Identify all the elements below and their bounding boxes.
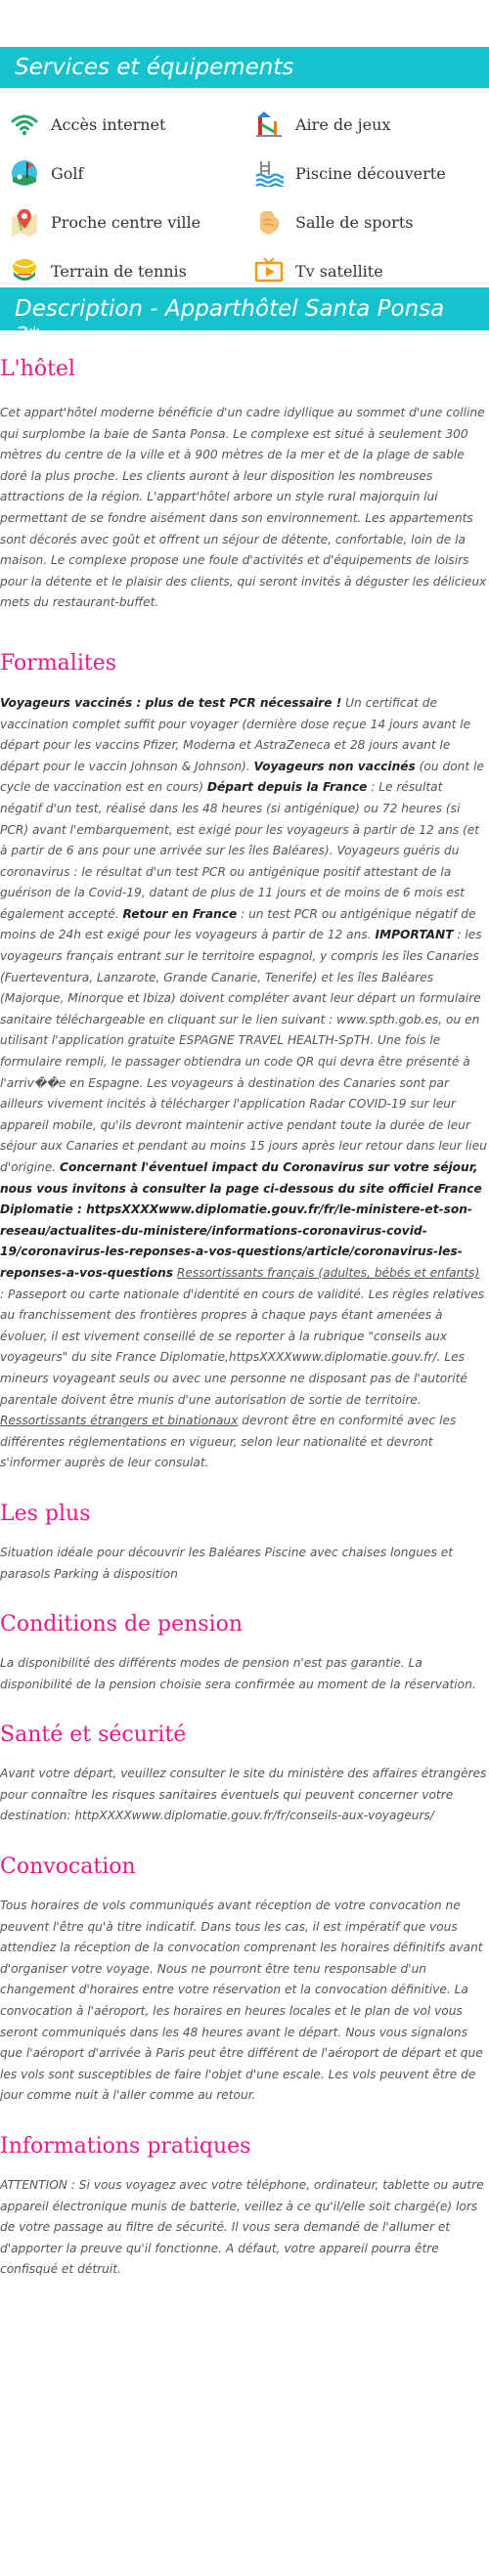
foreign-nationals-link: Ressortissants étrangers et binationaux (0, 1414, 239, 1428)
amenity-label: Golf (51, 163, 84, 183)
tennis-icon (10, 256, 39, 285)
amenities-grid (0, 88, 489, 281)
amenity-label: Salle de sports (295, 212, 414, 232)
description-title: Description - Apparthôtel Santa Ponsa 3* (15, 296, 445, 349)
map-pin-icon (10, 207, 39, 237)
amenity-city-center (10, 205, 254, 239)
unvaccinated-travelers-note: Voyageurs non vaccinés (253, 759, 416, 773)
services-banner (0, 47, 489, 88)
coronavirus-impact-note: Concernant l'éventuel impact du Coronavirus sur votre séjour, nous vous invitons à consulter la page ci-dessous du site officiel France Diplomatie : httpsXXXXwww.diplomatie.gouv.fr/fr/le-ministere-et-son-reseau/actualites-du-ministere/informations-coronavirus-covid-19/coronavirus-les-reponses-a-vos-questions/article/coronavirus-les-reponses-a-vos-questions (0, 1160, 482, 1280)
amenity-label: Aire de jeux (295, 114, 391, 134)
tv-icon (254, 256, 284, 285)
pension-text: La disponibilité des différents modes de pension n'est pas garantie. La disponibilité de la pension choisie sera confirmée au moment de la réservation. (0, 1656, 476, 1691)
amenity-golf (10, 156, 254, 190)
amenity-gym (254, 205, 489, 239)
amenity-pool (254, 156, 489, 190)
hotel-text: Cet appart'hôtel moderne bénéficie d'un cadre idyllique au sommet d'une colline qui surplombe la baie de Santa Ponsa. Le complexe est situé à seulement 300 mètres du centre de la ville et à 900 mètres de la mer et de la plage de sable doré la plus proche. Les clients auront à leur disposition les nombreuses attractions de la région. L'appart'hôtel arbore un style rural majorquin lui permettant de se fondre aisément dans son environnement. Les appartements sont décorés avec goût et offrent un séjour de détente, confortable, loin de la maison. Le complexe propose une foule d'activités et d'équipements de loisirs pour la détente et le plaisir des clients, qui seront invités à déguster les délicieux mets du restaurant-buffet. (0, 406, 487, 610)
plus-section (0, 1502, 489, 1585)
return-france-note: Retour en France (122, 906, 238, 921)
formalites-section (0, 651, 489, 1474)
amenity-label: Terrain de tennis (51, 261, 187, 281)
description-banner (0, 287, 489, 349)
amenity-label: Tv satellite (295, 261, 383, 281)
pension-heading: Conditions de pension (0, 1612, 244, 1637)
vaccinated-travelers-note: Voyageurs vaccinés : plus de test PCR nécessaire ! (0, 695, 342, 710)
important-note: IMPORTANT (375, 928, 454, 942)
plus-heading: Les plus (0, 1501, 91, 1526)
formalites-text: Voyageurs vaccinés : plus de test PCR nécessaire ! Un certificat de vaccination complet suffit pour voyager (dernière dose reçue 14 jours avant le départ pour les vaccins Pfizer, Moderna et AstraZeneca et 28 jours avant le départ pour le vaccin Johnson & Johnson). Voyageurs non vaccinés (ou dont le cycle de vaccination est en cours) Départ depuis la France : Le résultat négatif d'un test, réalisé dans les 48 heures (si antigénique) ou 72 heures (si PCR) avant l'embarquement, est exigé pour les voyageurs à partir de 12 ans (et à partir de 6 ans pour une arrivée sur les îles Baléares). Voyageurs guéris du coronavirus : le résultat d'un test PCR ou antigénique positif attestant de la guérison de la Covid-19, datant de plus de 11 jours et de moins de 6 mois est également accepté. Retour en France : un test PCR ou antigénique négatif de moins de 24h est exigé pour les voyageurs à partir de 12 ans. IMPORTANT : les voyageurs français entrant sur le territoire espagnol, y compris les îles Canaries (Fuerteventura, Lanzarote, Grande Canarie, Tenerife) et les îles Baléares (Majorque, Minorque et Ibiza) doivent compléter avant leur départ un formulaire sanitaire téléchargeable en cliquant sur le lien suivant : www.spth.gob.es, ou en utilisant l'application gratuite ESPAGNE TRAVEL HEALTH-SpTH. Une fois le formulaire rempli, le passager obtiendra un code QR qui devra être présenté à l'arriv��e en Espagne. Les voyageurs à destination des Canaries sont par ailleurs vivement incités à télécharger l'application Radar COVID-19 sur leur appareil mobile, qu'ils devront maintenir active pendant toute la durée de leur séjour aux Canaries et pendant au moins 15 jours après leur retour dans leur lieu d'origine. Concernant l'éventuel impact du Coronavirus sur votre séjour, nous vous invitons à consulter la page ci-dessous du site officiel France Diplomatie : httpsXXXXwww.diplomatie.gouv.fr/fr/le-ministere-et-son-reseau/actualites-du-ministere/informations-coronavirus-covid-19/coronavirus-les-reponses-a-vos-questions/article/coronavirus-les-reponses-a-vos-questions Ressortissants français (adultes, bébés et enfants) : Passeport ou carte nationale d'identité en cours de validité. Les règles relatives au franchissement des frontières propres à chaque pays étant amenées à évoluer, il est vivement conseillé de se reporter à la rubrique "conseils aux voyageurs" du site France Diplomatie,httpsXXXXwww.diplomatie.gouv.fr/. Les mineurs voyageant seuls ou avec une personne ne disposant pas de l'autorité parentale doivent être munis d'une autorisation de sortie de territoire. Ressortissants étrangers et binationaux devront être en conformité avec les différentes réglementations en vigueur, selon leur nationalité et devront s'informer auprès de leur consulat. (0, 695, 487, 1470)
gym-icon (254, 207, 284, 237)
pension-section (0, 1612, 489, 1695)
amenity-playground (254, 108, 489, 141)
convocation-heading: Convocation (0, 1855, 136, 1880)
amenity-tennis (10, 254, 254, 287)
amenity-tv (254, 254, 489, 287)
amenity-label: Proche centre ville (51, 212, 201, 232)
plus-text: Situation idéale pour découvrir les Baléares Piscine avec chaises longues et parasols Parking à disposition (0, 1545, 453, 1581)
formalites-heading: Formalites (0, 650, 117, 676)
pool-icon (254, 158, 284, 188)
services-title: Services et équipements (15, 55, 294, 80)
hotel-section (0, 357, 489, 614)
departure-france-note: Départ depuis la France (206, 780, 368, 795)
golf-icon (10, 158, 39, 188)
infos-text: ATTENTION : Si vous voyagez avec votre téléphone, ordinateur, tablette ou autre appareil électronique munis de batterie, veillez à ce qu'il/elle soit chargé(e) lors de votre passage au filtre de sécurité. Il vous sera demandé de l'allumer et d'apporter la preuve qu'il fonctionne. A défaut, votre appareil pourra être confisqué et détruit. (0, 2178, 484, 2277)
french-nationals-link: Ressortissants français (adultes, bébés et enfants) (176, 1265, 480, 1280)
hotel-heading: L'hôtel (0, 357, 75, 381)
convocation-text: Tous horaires de vols communiqués avant réception de votre convocation ne peuvent l'être qu'à titre indicatif. Dans tous les cas, il est impératif que vous attendiez la réception de la convocation comprenant les horaires définitifs avant d'organiser votre voyage. Nous ne pourront être tenu responsable d'un changement d'horaires entre votre réservation et la convocation définitive. La convocation à l'aéroport, les horaires en heures locales et le plan de vol vous seront communiqués dans les 48 heures avant le départ. Nous vous signalons que l'aéroport d'arrivée à Paris peut être différent de l'aéroport de départ et que les vols sont susceptibles de faire l'objet d'une escale. Les vols peuvent être de jour comme nuit à l'aller comme au retour. (0, 1899, 483, 2103)
wifi-icon (10, 109, 39, 139)
amenity-label: Piscine découverte (295, 163, 446, 183)
sante-section (0, 1723, 489, 1827)
infos-heading: Informations pratiques (0, 2134, 251, 2159)
playground-icon (254, 109, 284, 139)
sante-text: Avant votre départ, veuillez consulter le site du ministère des affaires étrangères pour connaître les risques sanitaires éventuels qui peuvent concerner votre destination: httpXXXXwww.diplomatie.gouv.fr/fr/conseils-aux-voyageurs/ (0, 1767, 487, 1823)
sante-heading: Santé et sécurité (0, 1723, 187, 1748)
infos-section (0, 2134, 489, 2281)
convocation-section (0, 1855, 489, 2107)
amenity-internet (10, 108, 254, 141)
amenity-label: Accès internet (51, 114, 166, 134)
